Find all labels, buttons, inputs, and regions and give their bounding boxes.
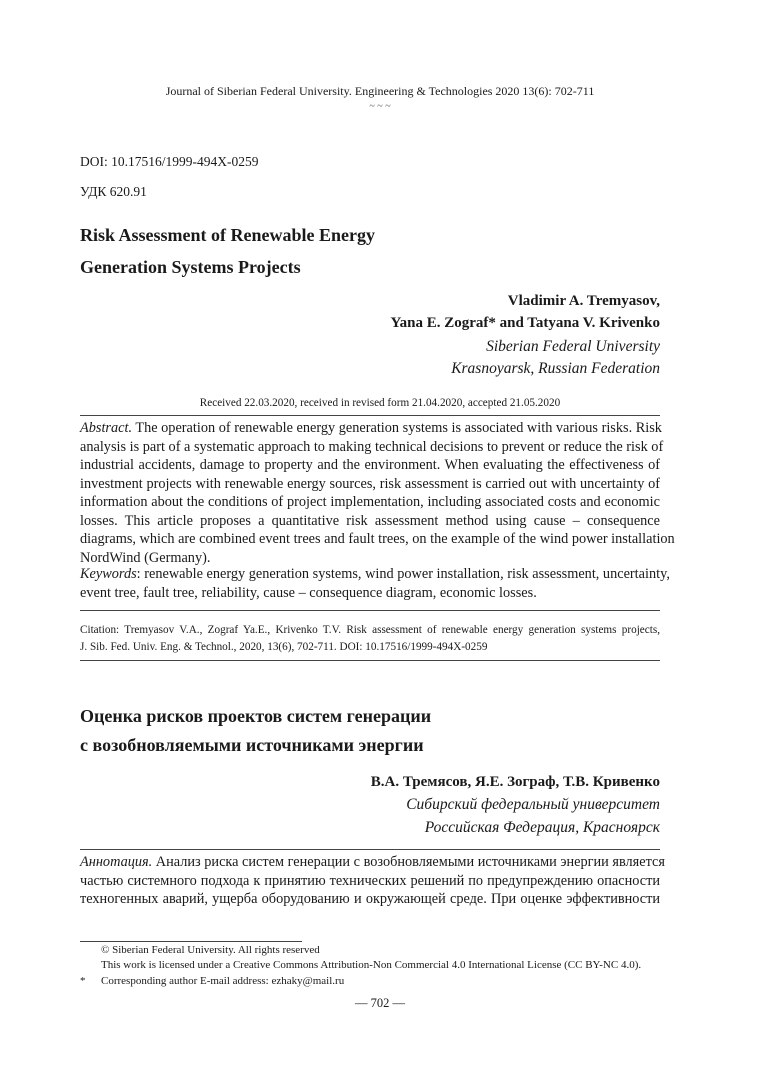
abstract-line: analysis is part of a systematic approach to making technical decisions to prevent or reduce the risk of xyxy=(80,438,664,455)
abstract-line: diagrams, which are combined event trees and fault trees, on the example of the wind power installation xyxy=(80,531,675,547)
citation-line: Citation: Tremyasov V.A., Zograf Ya.E., Krivenko T.V. Risk assessment of renewable energy generation systems projects, xyxy=(80,624,660,636)
divider xyxy=(80,660,660,661)
divider xyxy=(80,415,660,416)
annotation-line xyxy=(80,853,665,871)
keywords-text: : renewable energy generation systems, wind power installation, risk assessment, uncertainty, xyxy=(136,566,670,582)
keywords-line: event tree, fault tree, reliability, cause – consequence diagram, economic losses. xyxy=(80,584,537,601)
affiliation-line: Siberian Federal University xyxy=(486,338,660,355)
title-ru-line: Оценка рисков проектов систем генерации xyxy=(80,706,432,726)
title-ru-line: с возобновляемыми источниками энергии xyxy=(80,735,424,755)
keywords-label: Keywords xyxy=(80,566,137,582)
udk: УДК 620.91 xyxy=(80,184,147,199)
authors-ru: В.А. Тремясов, Я.Е. Зограф, Т.В. Кривенко xyxy=(370,774,660,790)
affiliation-ru-line: Сибирский федеральный университет xyxy=(406,796,660,813)
citation-line: J. Sib. Fed. Univ. Eng. & Technol., 2020, 13(6), 702-711. DOI: 10.17516/1999-494X-0259 xyxy=(80,641,488,653)
annotation-text: Анализ риска систем генерации с возобновляемыми источниками энергии является xyxy=(152,854,665,870)
doi: DOI: 10.17516/1999-494X-0259 xyxy=(80,154,259,169)
affiliation-ru-line: Российская Федерация, Красноярск xyxy=(424,819,660,836)
footnote-star: * xyxy=(80,975,86,987)
abstract-label: Abstract. xyxy=(80,420,133,436)
title-en-line: Risk Assessment of Renewable Energy xyxy=(80,225,375,245)
header-ornament: ~ ~ ~ xyxy=(369,101,391,112)
title-en-line: Generation Systems Projects xyxy=(80,257,301,277)
keywords-line xyxy=(80,565,670,583)
copyright: © Siberian Federal University. All rights reserved xyxy=(101,944,320,956)
abstract-line: NordWind (Germany). xyxy=(80,549,211,566)
abstract-line xyxy=(80,419,660,437)
author-line: Vladimir A. Tremyasov, xyxy=(507,293,660,309)
affiliation-line: Krasnoyarsk, Russian Federation xyxy=(451,360,660,377)
abstract-text: The operation of renewable energy generation systems is associated with various risks. Risk xyxy=(132,420,662,436)
divider xyxy=(80,849,660,850)
received-dates: Received 22.03.2020, received in revised form 21.04.2020, accepted 21.05.2020 xyxy=(199,397,561,409)
annotation-line: техногенных аварий, ущерба оборудованию и окружающей среде. При оценке эффективности xyxy=(80,891,660,907)
license: This work is licensed under a Creative Commons Attribution-Non Commercial 4.0 International License (CC BY-NC 4.0). xyxy=(101,959,642,971)
annotation-label: Аннотация. xyxy=(80,854,153,870)
page-number: — 702 — xyxy=(355,996,405,1010)
abstract-line: information about the conditions of project implementation, including associated costs and economic xyxy=(80,494,660,510)
annotation-line: частью системного подхода к принятию технических решений по предупреждению опасности xyxy=(80,872,660,889)
abstract-line: investment projects with renewable energy sources, risk assessment is carried out with uncertainty of xyxy=(80,475,660,492)
author-line: Yana E. Zograf* and Tatyana V. Krivenko xyxy=(390,315,660,331)
footnote-divider xyxy=(80,941,302,942)
abstract-line: losses. This article proposes a quantitative risk assessment method using cause – consequence xyxy=(80,512,660,529)
divider xyxy=(80,610,660,611)
corresponding-author: Corresponding author E-mail address: ezhaky@mail.ru xyxy=(101,975,345,987)
abstract-line: industrial accidents, damage to property and the environment. When evaluating the effectiveness of xyxy=(80,457,660,473)
journal-header: Journal of Siberian Federal University. Engineering & Technologies 2020 13(6): 702-711 xyxy=(165,84,595,98)
